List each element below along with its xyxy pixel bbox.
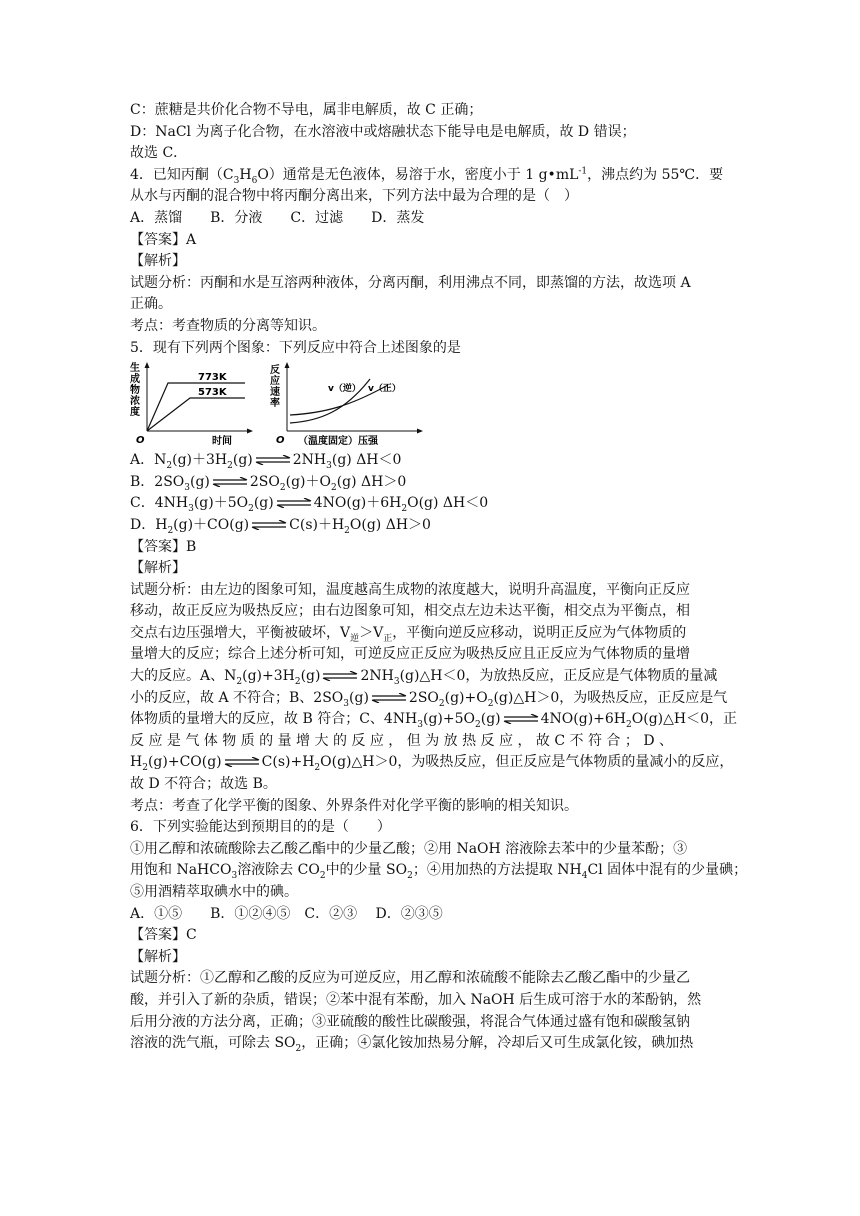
label-reverse-rate: v（逆）: [328, 384, 361, 395]
equilibrium-arrow-icon: [223, 757, 261, 767]
label-573k: 573K: [198, 387, 227, 399]
graph1-ylabel-2: 成: [130, 374, 140, 386]
graph2-xlabel: （温度固定）压强: [298, 436, 378, 448]
equilibrium-arrow-icon: [370, 693, 408, 703]
q5-option-a: A．$N_2(g)+3H_2(g)$ $2NH_3(g)$ ΔH＜0: [130, 452, 402, 471]
graph2-ylabel-4: 率: [270, 398, 280, 410]
q4-analysis: 试题分析：丙酮和水是互溶两种液体，分离丙酮，利用沸点不同，即蒸馏的方法，故选项 A: [130, 274, 691, 291]
q6-options: A．①⑤ B．①②④⑤ C．②③ D．②③⑤: [130, 905, 443, 922]
q5-option-d: D．$H_2(g)+CO(g)$ $C(s)+H_2O(g)$ ΔH＞0: [130, 516, 431, 536]
graph1-ylabel-4: 浓: [130, 396, 140, 408]
graph2-x-arrow: [417, 429, 423, 434]
graph1-x-arrow: [247, 429, 253, 434]
text-line: 故选 C．: [130, 145, 188, 162]
q5-stem: 5．现有下列两个图象：下列反应中符合上述图象的是: [130, 339, 461, 356]
rate-pressure-graph: [270, 362, 423, 447]
q4-stem-line2: 从水与丙酮的混合物中将丙酮分离出来，下列方法中最为合理的是（ ）: [130, 188, 578, 205]
graph2-ylabel-2: 应: [270, 376, 280, 388]
graph2-origin: O: [276, 435, 285, 447]
q5-graphs: [130, 361, 430, 447]
q5-analysis: 量增大的反应；综合上述分析可知，可逆反应正反应为吸热反应且正反应为气体物质的量增: [130, 646, 690, 663]
q5-analysis: 移动，故正反应为吸热反应；由右边图象可知，相交点左边未达平衡，相交点为平衡点，相: [130, 603, 690, 620]
q5-point: 考点：考查了化学平衡的图象、外界条件对化学平衡的影响的相关知识。: [130, 797, 578, 814]
q5-option-c: C．$4NH_3(g)+5O_2(g)$ $4NO(g)+6H_2O(g)$ ΔH＜0: [130, 495, 489, 515]
q6-statement: ①用乙醇和浓硫酸除去乙酸乙酯中的少量乙酸；②用 NaOH 溶液除去苯中的少量苯酚；③: [130, 840, 688, 857]
q5-analysis: 交点右边压强增大，平衡被破坏，$V_逆>V_正$，平衡向逆反应移动，说明正反应为气体物质的: [130, 624, 687, 644]
equilibrium-arrow-icon: [321, 671, 359, 681]
q5-figures: [130, 361, 730, 447]
text-line: D：NaCl 为离子化合物，在水溶液中或熔融状态下能导电是电解质，故 D 错误；: [130, 123, 636, 140]
q6-analysis: 溶液的洗气瓶，可除去 $SO_2$，正确；④氯化铵加热易分解，冷却后又可生成氯化铵，碘加热: [130, 1035, 694, 1054]
graph1-y-arrow: [145, 362, 150, 368]
q5-analysis: 体物质的量增大的反应，故 B 符合；C、$4NH_3(g)+5O_2(g)$ $4NO(g)+6H_2O(g)\triangle H<0$，正: [130, 711, 737, 731]
graph1-origin: O: [136, 435, 145, 447]
q5-analysis-title: 【解析】: [130, 560, 186, 577]
q4-point: 考点：考查物质的分离等知识。: [130, 317, 326, 334]
q5-analysis: $H_2(g)+CO(g)$ $C(s)+H_2O(g)\triangle H>0$，为吸热反应，但正反应是气体物质的量减小的反应，: [130, 754, 734, 774]
equilibrium-arrow-icon: [502, 714, 540, 724]
q6-statement: 用饱和 NaHCO$_3$溶液除去 $CO_2$中的少量 $SO_2$；④用加热的方法提取 $NH_4Cl$ 固体中混有的少量碘；: [130, 862, 748, 882]
q5-analysis: 故 D 不符合；故选 B。: [130, 776, 277, 793]
equilibrium-arrow-icon: [254, 455, 292, 465]
graph2-ylabel-3: 速: [270, 387, 280, 399]
graph1-xlabel: 时间: [212, 436, 232, 448]
label-forward-rate: v（正）: [368, 384, 401, 395]
curve-573k: [147, 398, 245, 431]
q5-analysis: 反 应 是 气 体 物 质 的 量 增 大 的 反 应 ， 但 为 放 热 反 应 ， 故 C 不 符 合 ； D 、: [130, 732, 673, 749]
q5-analysis: 大的反应。A、$N_2(g)+3H_2(g)$ $2NH_3(g)\triangle H<0$，为放热反应，正反应是气体物质的量减: [130, 668, 718, 687]
label-773k: 773K: [198, 372, 227, 384]
equilibrium-arrow-icon: [275, 498, 313, 508]
q6-analysis: 酸，并引入了新的杂质，错误；②苯中混有苯酚，加入 NaOH 后生成可溶于水的苯酚钠，然: [130, 991, 702, 1008]
q4-analysis-title: 【解析】: [130, 253, 186, 270]
graph1-ylabel-5: 度: [130, 407, 140, 419]
text-line: C：蔗糖是共价化合物不导电，属非电解质，故 C 正确；: [130, 102, 483, 118]
q6-analysis: 试题分析：①乙醇和乙酸的反应为可逆反应，用乙醇和浓硫酸不能除去乙酸乙酯中的少量乙: [130, 970, 690, 987]
curve-773k: [147, 383, 245, 431]
q6-statement: ⑤用酒精萃取碘水中的碘。: [130, 884, 298, 900]
q5-analysis: 试题分析：由左边的图象可知，温度越高生成物的浓度越大，说明升高温度，平衡向正反应: [130, 581, 690, 598]
q5-analysis: 小的反应，故 A 不符合；B、$2SO_3(g)$ $2SO_2(g)+O_2(g)\triangle H>0$，为吸热反应，正反应是气: [130, 689, 728, 709]
q6-stem: 6．下列实验能达到预期目的的是（ ）: [130, 819, 391, 836]
q6-analysis-title: 【解析】: [130, 948, 186, 965]
document-page: [130, 100, 748, 1055]
q6-answer: 【答案】C: [130, 927, 197, 944]
graph1-ylabel-1: 生: [130, 363, 140, 375]
concentration-time-graph: [130, 361, 253, 447]
q6-analysis: 后用分液的方法分离，正确；③亚硫酸的酸性比碳酸强，将混合气体通过盛有饱和碳酸氢钠: [130, 1013, 690, 1030]
q4-options: A．蒸馏 B．分液 C．过滤 D．蒸发: [130, 209, 425, 226]
q4-analysis: 正确。: [130, 296, 172, 313]
graph2-ylabel-1: 反: [270, 365, 280, 377]
equilibrium-arrow-icon: [250, 520, 288, 530]
q5-answer: 【答案】B: [130, 538, 197, 555]
equilibrium-arrow-icon: [211, 477, 249, 487]
q4-answer: 【答案】A: [130, 231, 197, 248]
q4-stem-line1: 4．已知丙酮$(C_3H_6O)$通常是无色液体，易溶于水，密度小于 1 $g•mL^{-1}$，沸点约为 55℃．要: [130, 166, 724, 186]
q5-option-b: B．$2SO_3(g)$ $2SO_2(g)+O_2(g)$ ΔH＞0: [130, 473, 407, 493]
graph2-y-arrow: [285, 362, 290, 368]
graph1-ylabel-3: 物: [130, 385, 140, 397]
